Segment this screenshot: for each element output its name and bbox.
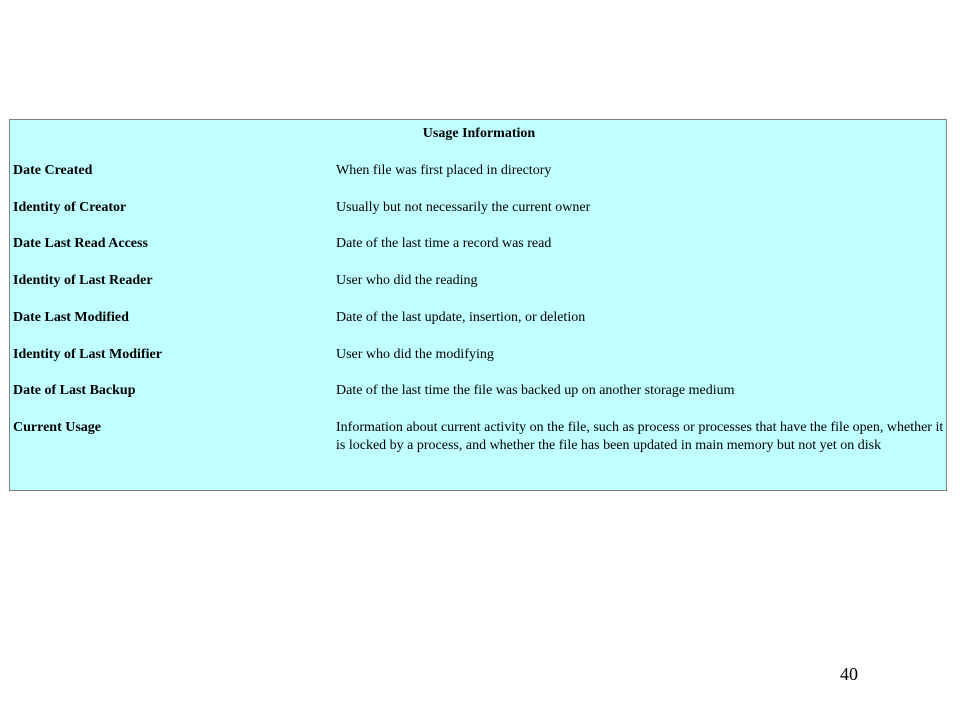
attribute-description: Date of the last time a record was read <box>336 236 552 251</box>
attribute-description: User who did the modifying <box>336 347 494 362</box>
attribute-description: Information about current activity on the file, such as process or processes that have the file open, whether it is locked by a process, and whether the file has been updated in main memory but not yet on disk <box>336 420 944 453</box>
attribute-description: Usually but not necessarily the current owner <box>336 200 591 215</box>
attribute-name: Identity of Creator <box>13 200 127 215</box>
attribute-name: Current Usage <box>13 420 102 435</box>
attribute-name: Identity of Last Reader <box>13 273 153 288</box>
attribute-name: Date Last Read Access <box>13 236 148 251</box>
attribute-description: When file was first placed in directory <box>336 163 552 178</box>
page-number: 40 <box>840 664 858 684</box>
attribute-description: User who did the reading <box>336 273 478 288</box>
attribute-name: Date Created <box>13 163 93 178</box>
table-heading: Usage Information <box>422 126 536 141</box>
attribute-name: Identity of Last Modifier <box>13 347 162 362</box>
attribute-name: Date of Last Backup <box>13 383 136 398</box>
attribute-name: Date Last Modified <box>13 310 129 325</box>
usage-information-table <box>9 119 947 491</box>
attribute-description: Date of the last time the file was backed up on another storage medium <box>336 383 735 398</box>
attribute-description: Date of the last update, insertion, or deletion <box>336 310 586 325</box>
